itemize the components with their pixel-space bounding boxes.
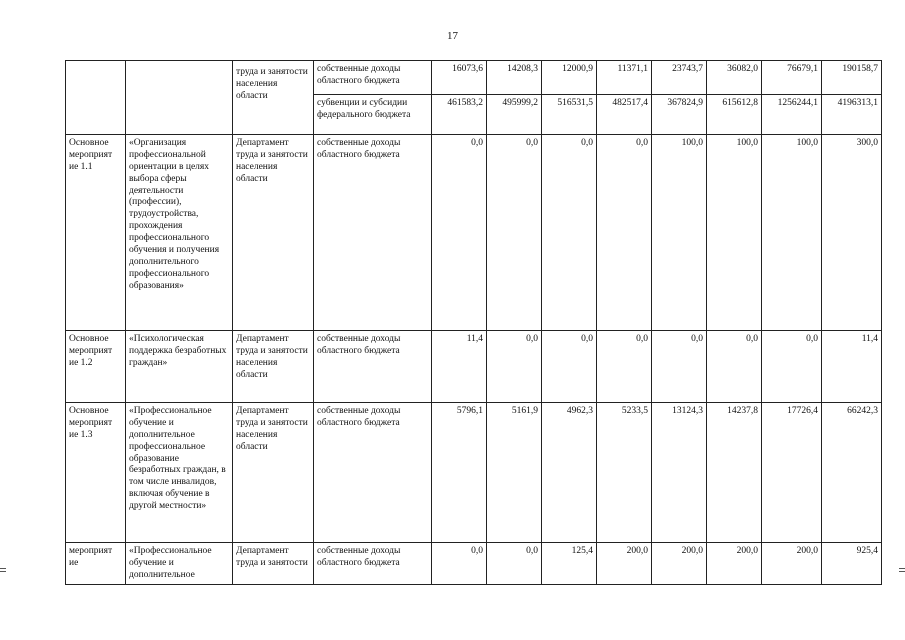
value-cell: 0,0 bbox=[487, 543, 542, 585]
edge-mark-left bbox=[0, 568, 6, 572]
row-description-cell: «Профессиональное обучение и дополнительное bbox=[126, 543, 233, 585]
funding-source-cell: собственные доходы областного бюджета bbox=[314, 135, 432, 331]
value-cell: 0,0 bbox=[542, 331, 597, 403]
row-description-cell bbox=[126, 61, 233, 135]
value-cell: 0,0 bbox=[597, 135, 652, 331]
value-cell: 100,0 bbox=[762, 135, 822, 331]
value-cell: 0,0 bbox=[487, 331, 542, 403]
value-cell: 16073,6 bbox=[432, 61, 487, 95]
value-cell: 76679,1 bbox=[762, 61, 822, 95]
budget-table bbox=[65, 60, 882, 585]
value-cell: 482517,4 bbox=[597, 95, 652, 135]
value-cell: 12000,9 bbox=[542, 61, 597, 95]
funding-source-cell: собственные доходы областного бюджета bbox=[314, 331, 432, 403]
value-cell: 100,0 bbox=[707, 135, 762, 331]
table-row bbox=[66, 61, 882, 95]
value-cell: 200,0 bbox=[597, 543, 652, 585]
value-cell: 200,0 bbox=[762, 543, 822, 585]
value-cell: 13124,3 bbox=[652, 403, 707, 543]
value-cell: 4962,3 bbox=[542, 403, 597, 543]
funding-source-cell: собственные доходы областного бюджета bbox=[314, 61, 432, 95]
row-name-cell: Основное мероприят ие 1.3 bbox=[66, 403, 126, 543]
value-cell: 11,4 bbox=[822, 331, 882, 403]
value-cell: 11,4 bbox=[432, 331, 487, 403]
row-description-cell: «Психологическая поддержка безработных граждан» bbox=[126, 331, 233, 403]
row-executor-cell: Департамент труда и занятости населения области bbox=[233, 135, 314, 331]
value-cell: 66242,3 bbox=[822, 403, 882, 543]
row-executor-cell: Департамент труда и занятости населения области bbox=[233, 403, 314, 543]
value-cell: 5161,9 bbox=[487, 403, 542, 543]
row-name-cell bbox=[66, 61, 126, 135]
value-cell: 0,0 bbox=[432, 135, 487, 331]
value-cell: 23743,7 bbox=[652, 61, 707, 95]
value-cell: 5233,5 bbox=[597, 403, 652, 543]
value-cell: 4196313,1 bbox=[822, 95, 882, 135]
value-cell: 100,0 bbox=[652, 135, 707, 331]
value-cell: 0,0 bbox=[432, 543, 487, 585]
value-cell: 0,0 bbox=[707, 331, 762, 403]
value-cell: 925,4 bbox=[822, 543, 882, 585]
table-row bbox=[66, 403, 882, 543]
table-row bbox=[66, 135, 882, 331]
value-cell: 0,0 bbox=[762, 331, 822, 403]
funding-source-cell: субвенции и субсидии федерального бюджета bbox=[314, 95, 432, 135]
row-description-cell: «Профессиональное обучение и дополнительное профессиональное образование безработных граждан, в том числе инвалидов, включая обучение в другой местности» bbox=[126, 403, 233, 543]
value-cell: 516531,5 bbox=[542, 95, 597, 135]
value-cell: 125,4 bbox=[542, 543, 597, 585]
value-cell: 14237,8 bbox=[707, 403, 762, 543]
value-cell: 200,0 bbox=[652, 543, 707, 585]
value-cell: 300,0 bbox=[822, 135, 882, 331]
edge-mark-right bbox=[899, 568, 905, 572]
value-cell: 0,0 bbox=[597, 331, 652, 403]
row-description-cell: «Организация профессиональной ориентации в целях выбора сферы деятельности (профессии), трудоустройства, прохождения профессионального обучения и получения дополнительного профессионального образования» bbox=[126, 135, 233, 331]
value-cell: 5796,1 bbox=[432, 403, 487, 543]
value-cell: 1256244,1 bbox=[762, 95, 822, 135]
funding-source-cell: собственные доходы областного бюджета bbox=[314, 403, 432, 543]
value-cell: 0,0 bbox=[652, 331, 707, 403]
value-cell: 615612,8 bbox=[707, 95, 762, 135]
value-cell: 36082,0 bbox=[707, 61, 762, 95]
value-cell: 495999,2 bbox=[487, 95, 542, 135]
row-executor-cell: труда и занятости населения области bbox=[233, 61, 314, 135]
value-cell: 461583,2 bbox=[432, 95, 487, 135]
row-name-cell: Основное мероприят ие 1.2 bbox=[66, 331, 126, 403]
row-executor-cell: Департамент труда и занятости населения области bbox=[233, 331, 314, 403]
row-name-cell: Основное мероприят ие 1.1 bbox=[66, 135, 126, 331]
table-row bbox=[66, 543, 882, 585]
row-executor-cell: Департамент труда и занятости bbox=[233, 543, 314, 585]
value-cell: 11371,1 bbox=[597, 61, 652, 95]
value-cell: 0,0 bbox=[487, 135, 542, 331]
value-cell: 0,0 bbox=[542, 135, 597, 331]
value-cell: 190158,7 bbox=[822, 61, 882, 95]
value-cell: 200,0 bbox=[707, 543, 762, 585]
table-row bbox=[66, 331, 882, 403]
funding-source-cell: собственные доходы областного бюджета bbox=[314, 543, 432, 585]
page-number: 17 bbox=[447, 30, 458, 42]
value-cell: 17726,4 bbox=[762, 403, 822, 543]
value-cell: 367824,9 bbox=[652, 95, 707, 135]
value-cell: 14208,3 bbox=[487, 61, 542, 95]
row-name-cell: мероприят ие bbox=[66, 543, 126, 585]
